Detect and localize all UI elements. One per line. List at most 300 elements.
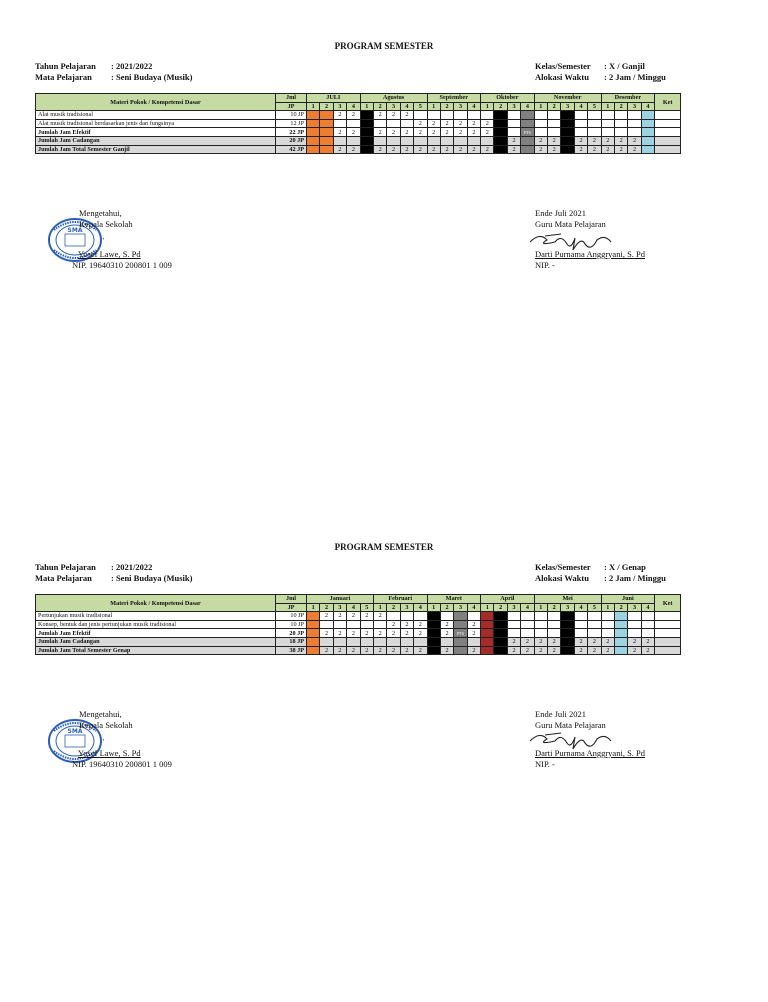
- week-header: 2: [614, 603, 627, 612]
- week-cell: 2: [467, 629, 480, 638]
- sign-right-line2: Guru Mata Pelajaran: [535, 719, 606, 730]
- week-cell: 2: [614, 145, 627, 154]
- week-cell: [387, 119, 400, 128]
- row-materi: Alat musik tradisional berdasarkan jenis dan fungsinya: [36, 119, 276, 128]
- week-cell: [494, 637, 507, 646]
- tahun-value: : 2021/2022: [111, 562, 153, 572]
- alokasi-label: Alokasi Waktu: [535, 72, 589, 82]
- week-cell: [588, 119, 601, 128]
- week-cell: [628, 620, 641, 629]
- week-cell: [440, 136, 453, 145]
- week-cell: [641, 119, 654, 128]
- mapel-value: : Seni Budaya (Musik): [111, 72, 193, 82]
- sign-right-nip: NIP. -: [535, 758, 555, 769]
- week-cell: [320, 128, 333, 137]
- week-cell: 2: [373, 612, 386, 621]
- week-cell: [360, 620, 373, 629]
- week-header: 1: [601, 102, 614, 111]
- week-cell: [373, 136, 386, 145]
- week-cell: [307, 119, 320, 128]
- week-cell: 2: [588, 646, 601, 655]
- week-cell: 2: [507, 637, 520, 646]
- week-header: 3: [387, 102, 400, 111]
- month-header: Mei: [534, 595, 601, 604]
- week-cell: [414, 136, 427, 145]
- week-cell: [534, 119, 547, 128]
- table-row: [36, 637, 681, 646]
- week-cell: [414, 637, 427, 646]
- week-cell: 2: [347, 128, 360, 137]
- week-cell: 2: [641, 646, 654, 655]
- header-materi: Materi Pokok / Kompetensi Dasar: [36, 595, 276, 612]
- table-row: [36, 629, 681, 638]
- week-header: 1: [427, 603, 440, 612]
- sign-right-name: Darti Purnama Anggryani, S. Pd: [535, 249, 646, 259]
- table-row: [36, 612, 681, 621]
- week-cell: [521, 612, 534, 621]
- row-jml: 18 JP: [276, 637, 307, 646]
- month-header: Maret: [427, 595, 481, 604]
- row-materi: Jumlah Jam Efektif: [36, 629, 276, 638]
- week-cell: [454, 637, 467, 646]
- week-cell: 2: [347, 629, 360, 638]
- week-cell: [373, 637, 386, 646]
- tahun-value: : 2021/2022: [111, 61, 153, 71]
- sign-right-line1: Ende Juli 2021: [535, 709, 586, 719]
- week-cell: 2: [333, 629, 346, 638]
- header-jp: JP: [276, 603, 307, 612]
- week-header: 1: [360, 102, 373, 111]
- week-cell: 2: [400, 629, 413, 638]
- week-cell: 2: [373, 145, 386, 154]
- week-cell: 2: [481, 128, 494, 137]
- week-cell: 2: [360, 629, 373, 638]
- week-cell: [534, 111, 547, 120]
- week-header: 5: [588, 603, 601, 612]
- week-header: 4: [641, 603, 654, 612]
- week-cell: 2: [373, 646, 386, 655]
- week-cell: 2: [387, 620, 400, 629]
- sign-left-line1: Mengetahui,: [79, 709, 122, 719]
- table-row: [36, 136, 681, 145]
- week-cell: 2: [454, 128, 467, 137]
- sign-right-name: Darti Purnama Anggryani, S. Pd: [535, 748, 646, 758]
- row-ket: [655, 136, 681, 145]
- header-jml: Jml: [276, 595, 307, 604]
- week-cell: [454, 620, 467, 629]
- week-cell: 2: [574, 637, 587, 646]
- week-cell: PTS: [454, 629, 467, 638]
- week-cell: [307, 646, 320, 655]
- row-materi: Konsep, bentuk dan jenis pertunjukan musik tradisional: [36, 620, 276, 629]
- week-cell: [454, 111, 467, 120]
- row-ket: [655, 128, 681, 137]
- week-cell: [561, 128, 574, 137]
- week-cell: 2: [427, 128, 440, 137]
- week-cell: 2: [588, 637, 601, 646]
- week-cell: 2: [628, 646, 641, 655]
- sign-right-line2: Guru Mata Pelajaran: [535, 218, 606, 229]
- row-ket: [655, 119, 681, 128]
- week-cell: [481, 637, 494, 646]
- week-cell: [521, 111, 534, 120]
- week-cell: [307, 637, 320, 646]
- month-header: Desember: [601, 94, 655, 103]
- week-cell: 2: [347, 612, 360, 621]
- week-cell: [588, 128, 601, 137]
- signature-right-name-block: [535, 249, 645, 270]
- week-cell: 2: [387, 646, 400, 655]
- week-cell: 2: [427, 119, 440, 128]
- sign-right-nip: NIP. -: [535, 259, 555, 270]
- week-cell: [481, 612, 494, 621]
- week-cell: 2: [440, 629, 453, 638]
- week-header: 1: [427, 102, 440, 111]
- table-row: [36, 119, 681, 128]
- week-header: 4: [467, 603, 480, 612]
- sign-left-nip: NIP. 19640310 200801 1 009: [72, 260, 172, 270]
- signature-left-nip: [72, 759, 172, 770]
- week-header: 3: [561, 603, 574, 612]
- week-cell: [561, 646, 574, 655]
- week-cell: [360, 111, 373, 120]
- week-cell: [494, 612, 507, 621]
- week-header: 3: [628, 102, 641, 111]
- week-cell: [521, 620, 534, 629]
- week-cell: [561, 136, 574, 145]
- week-header: 4: [574, 603, 587, 612]
- week-cell: [548, 612, 561, 621]
- week-cell: [320, 145, 333, 154]
- week-cell: [534, 620, 547, 629]
- week-cell: [307, 145, 320, 154]
- week-cell: [588, 612, 601, 621]
- row-jml: 38 JP: [276, 646, 307, 655]
- row-jml: 20 JP: [276, 629, 307, 638]
- week-cell: 2: [507, 136, 520, 145]
- week-cell: 2: [521, 637, 534, 646]
- month-header: November: [534, 94, 601, 103]
- week-cell: [641, 136, 654, 145]
- week-header: 3: [454, 102, 467, 111]
- week-cell: 2: [467, 119, 480, 128]
- week-cell: 2: [574, 646, 587, 655]
- signature-left: [79, 208, 133, 229]
- week-cell: [320, 136, 333, 145]
- week-cell: 2: [387, 111, 400, 120]
- sign-left-line2: Kepala Sekolah: [79, 719, 133, 730]
- week-cell: [628, 629, 641, 638]
- week-header: 3: [628, 603, 641, 612]
- week-cell: [588, 620, 601, 629]
- month-header: April: [481, 595, 535, 604]
- week-cell: [333, 637, 346, 646]
- week-cell: 2: [333, 145, 346, 154]
- sign-left-line2: Kepala Sekolah: [79, 218, 133, 229]
- month-header: September: [427, 94, 481, 103]
- week-cell: 2: [548, 136, 561, 145]
- week-cell: [454, 136, 467, 145]
- week-header: 4: [521, 102, 534, 111]
- week-cell: [360, 128, 373, 137]
- month-header: Februari: [373, 595, 427, 604]
- week-cell: 2: [628, 637, 641, 646]
- week-cell: [561, 111, 574, 120]
- table-row: [36, 646, 681, 655]
- week-cell: [494, 629, 507, 638]
- row-jml: 10 JP: [276, 612, 307, 621]
- week-header: 1: [534, 603, 547, 612]
- week-cell: 2: [440, 119, 453, 128]
- row-materi: Alat musik tradisional: [36, 111, 276, 120]
- schedule-table: [35, 594, 681, 655]
- week-cell: [347, 620, 360, 629]
- week-cell: [467, 637, 480, 646]
- week-cell: [521, 119, 534, 128]
- week-cell: [601, 111, 614, 120]
- week-cell: [601, 620, 614, 629]
- week-cell: [307, 128, 320, 137]
- week-header: 3: [561, 102, 574, 111]
- week-cell: 2: [387, 629, 400, 638]
- kelas-value: : X / Genap: [604, 562, 646, 572]
- week-cell: [467, 136, 480, 145]
- week-header: 2: [548, 102, 561, 111]
- week-header: 4: [347, 603, 360, 612]
- week-cell: [494, 128, 507, 137]
- week-cell: 2: [467, 145, 480, 154]
- week-cell: 2: [548, 145, 561, 154]
- week-cell: [307, 111, 320, 120]
- week-cell: 2: [574, 136, 587, 145]
- week-cell: 2: [414, 128, 427, 137]
- week-cell: [614, 629, 627, 638]
- week-cell: 2: [467, 128, 480, 137]
- week-cell: [507, 119, 520, 128]
- week-cell: 2: [400, 145, 413, 154]
- row-materi: Jumlah Jam Total Semester Genap: [36, 646, 276, 655]
- week-cell: [427, 111, 440, 120]
- week-cell: [373, 620, 386, 629]
- month-header: Agustus: [360, 94, 427, 103]
- week-header: 3: [400, 603, 413, 612]
- row-jml: 10 JP: [276, 111, 307, 120]
- week-cell: 2: [347, 145, 360, 154]
- week-cell: 2: [320, 629, 333, 638]
- week-cell: 2: [400, 111, 413, 120]
- week-header: 4: [400, 102, 413, 111]
- week-header: 2: [440, 102, 453, 111]
- week-cell: 2: [614, 136, 627, 145]
- week-cell: 2: [481, 145, 494, 154]
- week-cell: [494, 136, 507, 145]
- row-materi: Jumlah Jam Total Semester Ganjil: [36, 145, 276, 154]
- week-cell: [588, 629, 601, 638]
- week-header: 2: [373, 102, 386, 111]
- row-ket: [655, 620, 681, 629]
- week-cell: [400, 119, 413, 128]
- week-cell: [481, 620, 494, 629]
- tahun-label: Tahun Pelajaran: [35, 562, 96, 572]
- week-header: 5: [588, 102, 601, 111]
- week-cell: [641, 620, 654, 629]
- week-cell: 2: [387, 128, 400, 137]
- week-cell: [454, 612, 467, 621]
- week-cell: [481, 111, 494, 120]
- week-cell: 2: [534, 637, 547, 646]
- week-header: 2: [614, 102, 627, 111]
- week-cell: [320, 637, 333, 646]
- week-header: 2: [440, 603, 453, 612]
- week-cell: [427, 637, 440, 646]
- week-cell: 2: [548, 637, 561, 646]
- week-cell: [481, 629, 494, 638]
- week-cell: [414, 612, 427, 621]
- week-cell: 2: [467, 620, 480, 629]
- week-cell: [614, 119, 627, 128]
- week-cell: [548, 629, 561, 638]
- week-cell: 2: [601, 637, 614, 646]
- week-header: 1: [307, 102, 320, 111]
- week-cell: 2: [414, 620, 427, 629]
- week-cell: [467, 111, 480, 120]
- table-row: [36, 128, 681, 137]
- week-cell: 2: [373, 128, 386, 137]
- row-jml: 10 JP: [276, 620, 307, 629]
- week-cell: [574, 119, 587, 128]
- week-cell: [494, 646, 507, 655]
- week-cell: [561, 145, 574, 154]
- week-cell: [641, 629, 654, 638]
- week-cell: [548, 119, 561, 128]
- week-header: 5: [360, 603, 373, 612]
- week-cell: 2: [333, 612, 346, 621]
- week-cell: [614, 128, 627, 137]
- week-cell: [561, 637, 574, 646]
- week-cell: [601, 629, 614, 638]
- week-cell: 2: [360, 646, 373, 655]
- tahun-label: Tahun Pelajaran: [35, 61, 96, 71]
- signature-left-name: [78, 249, 141, 260]
- signature-left-name: [78, 748, 141, 759]
- week-cell: 2: [333, 128, 346, 137]
- week-header: 5: [414, 102, 427, 111]
- week-cell: 2: [440, 128, 453, 137]
- week-cell: [641, 612, 654, 621]
- week-header: 4: [414, 603, 427, 612]
- stamp-label: SMA: [67, 728, 83, 735]
- signature-right: [535, 709, 606, 730]
- week-header: 4: [574, 102, 587, 111]
- week-cell: [307, 136, 320, 145]
- week-cell: 2: [534, 136, 547, 145]
- week-header: 2: [494, 603, 507, 612]
- week-cell: [414, 111, 427, 120]
- sign-left-name: Yosef Lawe, S. Pd: [78, 249, 141, 259]
- week-cell: [534, 128, 547, 137]
- week-cell: [347, 119, 360, 128]
- month-header: Januari: [307, 595, 374, 604]
- week-cell: [548, 128, 561, 137]
- month-header: JULI: [307, 94, 361, 103]
- week-cell: [561, 612, 574, 621]
- header-jml: Jml: [276, 94, 307, 103]
- week-header: 3: [507, 603, 520, 612]
- week-cell: [628, 612, 641, 621]
- week-cell: 2: [320, 612, 333, 621]
- week-cell: [521, 629, 534, 638]
- week-cell: [387, 637, 400, 646]
- week-cell: [307, 620, 320, 629]
- week-cell: 2: [333, 111, 346, 120]
- week-cell: [641, 145, 654, 154]
- week-cell: [307, 612, 320, 621]
- week-cell: [588, 111, 601, 120]
- week-cell: [574, 111, 587, 120]
- meta-left: [35, 562, 192, 584]
- week-cell: 2: [440, 646, 453, 655]
- week-header: 4: [521, 603, 534, 612]
- week-cell: [440, 111, 453, 120]
- week-cell: [494, 111, 507, 120]
- row-jml: 22 JP: [276, 128, 307, 137]
- week-header: 1: [373, 603, 386, 612]
- stamp-label: SMA: [67, 227, 83, 234]
- week-cell: 2: [574, 145, 587, 154]
- row-ket: [655, 612, 681, 621]
- week-header: 3: [333, 603, 346, 612]
- week-cell: [400, 637, 413, 646]
- week-cell: [548, 620, 561, 629]
- row-ket: [655, 629, 681, 638]
- week-cell: [614, 637, 627, 646]
- week-cell: [628, 128, 641, 137]
- week-cell: [333, 620, 346, 629]
- week-header: 3: [454, 603, 467, 612]
- week-header: 4: [641, 102, 654, 111]
- week-header: 1: [601, 603, 614, 612]
- week-cell: [614, 620, 627, 629]
- week-cell: [641, 111, 654, 120]
- meta-right: [535, 61, 666, 83]
- week-cell: [360, 637, 373, 646]
- signature-left-nip: [72, 260, 172, 271]
- row-materi: Pertunjukan musik tradisional: [36, 612, 276, 621]
- alokasi-value: : 2 Jam / Minggu: [604, 72, 666, 82]
- week-cell: [333, 119, 346, 128]
- week-cell: [521, 145, 534, 154]
- week-header: 2: [548, 603, 561, 612]
- week-cell: [347, 637, 360, 646]
- week-cell: 2: [601, 646, 614, 655]
- mapel-label: Mata Pelajaran: [35, 72, 92, 82]
- week-header: 2: [320, 102, 333, 111]
- week-cell: [467, 612, 480, 621]
- week-cell: 2: [414, 119, 427, 128]
- row-materi: Jumlah Jam Cadangan: [36, 637, 276, 646]
- month-header: Juni: [601, 595, 655, 604]
- week-cell: [387, 612, 400, 621]
- week-cell: [494, 145, 507, 154]
- week-cell: 2: [481, 119, 494, 128]
- row-jml: 12 JP: [276, 119, 307, 128]
- week-cell: 2: [641, 637, 654, 646]
- week-cell: [574, 612, 587, 621]
- week-cell: [561, 620, 574, 629]
- week-cell: [507, 111, 520, 120]
- week-cell: [601, 128, 614, 137]
- header-ket: Ket: [655, 595, 681, 612]
